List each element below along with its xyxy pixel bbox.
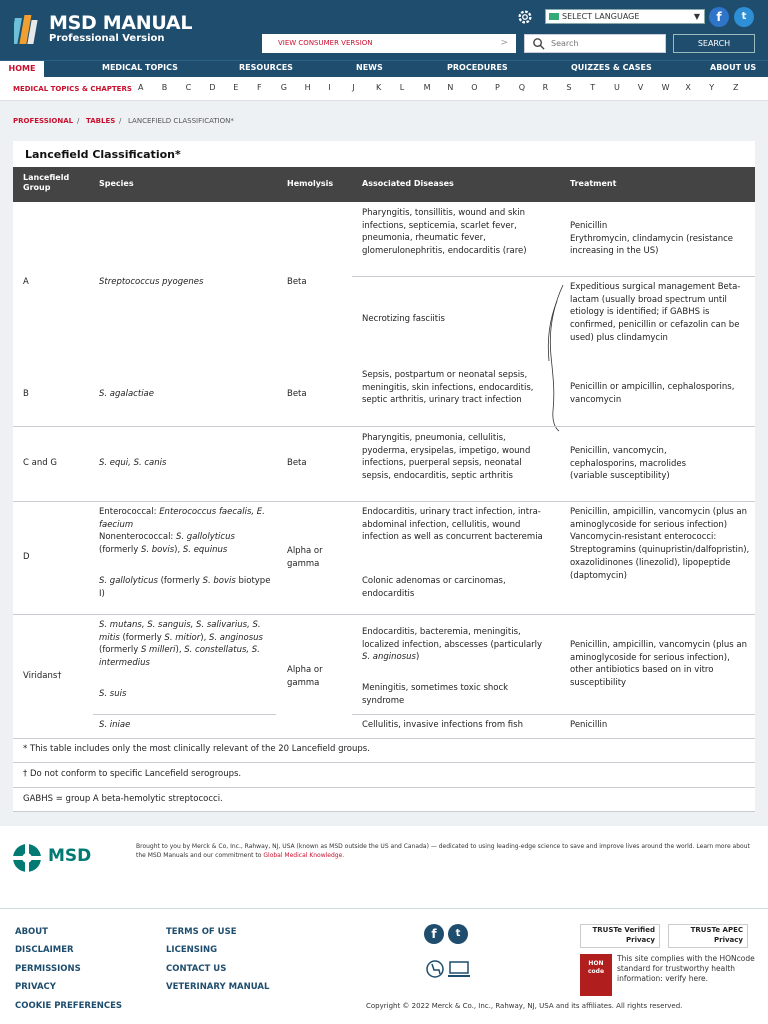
treatment-line: Erythromycin, clindamycin (resistance increasing in the US) (570, 233, 733, 257)
hemolysis-cell: Beta (287, 458, 307, 468)
group-cell: C and G (23, 458, 57, 468)
alpha-letter-s[interactable]: S (566, 83, 572, 92)
breadcrumb-tables[interactable]: TABLES (86, 117, 116, 125)
species-cell: S. gallolyticus (formerly S. bovis biotype I) (99, 576, 271, 599)
footer-divider (0, 908, 768, 909)
species-cell (99, 688, 126, 701)
group-cell: Viridans† (23, 671, 62, 681)
search-input[interactable] (524, 34, 666, 53)
alpha-letter-x[interactable]: X (685, 83, 691, 92)
row-divider (352, 276, 755, 277)
footer-link-veterinary[interactable]: VETERINARY MANUAL (166, 982, 270, 992)
species-cell: Enterococcal: Enterococcus faecalis, E. faecium Nonenterococcal: S. gallolyticus (formerly S. bovis), S. equinus (99, 507, 265, 556)
nav-about-us[interactable]: ABOUT US (710, 63, 757, 72)
alpha-letter-t[interactable]: T (590, 83, 596, 92)
row-divider (13, 811, 755, 812)
main-nav (0, 60, 768, 77)
species-cell (99, 276, 203, 289)
nav-resources[interactable]: RESOURCES (239, 63, 293, 72)
alpha-letter-w[interactable]: W (661, 83, 670, 92)
truste-apec-badge[interactable] (668, 924, 748, 948)
facebook-icon[interactable]: f (709, 7, 729, 27)
alpha-letter-g[interactable]: G (280, 83, 287, 92)
table-header (13, 167, 755, 202)
alpha-letter-i[interactable]: I (328, 83, 331, 92)
alpha-letter-n[interactable]: N (447, 83, 454, 92)
treatment-cell: Penicillin, ampicillin, vancomycin (plus an aminoglycoside for serious infection), other antibiotics based on in vitro susceptibility (570, 640, 747, 689)
language-select[interactable] (545, 9, 705, 24)
msd-manual-logo-icon[interactable] (14, 12, 42, 46)
hon-code-badge[interactable]: HON code (580, 954, 612, 996)
breadcrumb-current: LANCEFIELD CLASSIFICATION* (128, 117, 234, 125)
treatment-cell: Expeditious surgical management Beta-lactam (usually broad spectrum until etiology is identified; if GABHS is confirmed, penicillin or cefazolin can be used) plus clindamycin (570, 282, 741, 343)
search-icon (532, 37, 545, 50)
truste-badge-label: TRUSTe Verified Privacy (592, 926, 655, 944)
table-card (13, 141, 755, 812)
footer-link-cookie-preferences[interactable]: COOKIE PREFERENCES (15, 1001, 123, 1011)
col-header-group: Lancefield Group (23, 173, 70, 192)
hemolysis-cell: Alpha or gamma (287, 546, 323, 569)
treatment-cell (570, 506, 750, 582)
table-footnote: * This table includes only the most clinically relevant of the 20 Lancefield groups. (23, 744, 370, 754)
diseases-cell: Colonic adenomas or carcinomas, endocarditis (362, 576, 506, 599)
alpha-letter-j[interactable]: J (352, 83, 355, 92)
site-subtitle: Professional Version (49, 33, 165, 44)
treatment-cell: Penicillin, vancomycin, cephalosporins, macrolides (variable susceptibility) (570, 446, 687, 482)
hon-code-text: This site complies with the HONcode standard for trustworthy health information: verify here. (617, 954, 755, 983)
footer-link-about[interactable]: ABOUT (15, 927, 48, 937)
truste-verified-badge[interactable] (580, 924, 660, 948)
brought-to-you-text (136, 842, 756, 860)
treatment-cell: Penicillin or ampicillin, cephalosporins, vancomycin (570, 382, 735, 405)
row-divider (352, 714, 755, 715)
twitter-icon[interactable]: t (734, 7, 754, 27)
row-divider (93, 714, 276, 715)
alpha-letter-l[interactable]: L (399, 83, 405, 92)
language-select-label: SELECT LANGUAGE (562, 12, 640, 21)
alpha-letter-h[interactable]: H (304, 83, 311, 92)
diseases-cell: Necrotizing fasciitis (362, 314, 445, 324)
nav-procedures[interactable]: PROCEDURES (447, 63, 508, 72)
nav-news[interactable]: NEWS (356, 63, 383, 72)
row-divider (13, 787, 755, 788)
table-footnote: GABHS = group A beta-hemolytic streptococci. (23, 794, 223, 804)
msd-brand: MSD (48, 846, 92, 866)
alpha-letter-f[interactable]: F (257, 83, 262, 92)
accessibility-icon[interactable] (424, 960, 472, 978)
global-medical-knowledge-link[interactable]: Global Medical Knowledge. (263, 852, 345, 859)
row-divider (13, 426, 755, 427)
alpha-letter-q[interactable]: Q (518, 83, 526, 92)
species-name: S. iniae (99, 720, 131, 730)
footer-link-permissions[interactable]: PERMISSIONS (15, 964, 81, 974)
alpha-letter-k[interactable]: K (376, 83, 382, 92)
alpha-letter-u[interactable]: U (614, 83, 620, 92)
species-name: S. equi, S. canis (99, 458, 167, 468)
google-translate-icon (549, 13, 559, 20)
species-name: Streptococcus pyogenes (99, 277, 204, 287)
alpha-letter-y[interactable]: Y (709, 83, 715, 92)
footer-link-licensing[interactable]: LICENSING (166, 945, 218, 955)
footer-link-disclaimer[interactable]: DISCLAIMER (15, 945, 74, 955)
alphabet-nav (0, 77, 768, 101)
diseases-cell: Meningitis, sometimes toxic shock syndrome (362, 683, 509, 706)
diseases-cell: Pharyngitis, tonsillitis, wound and skin infections, septicemia, scarlet fever, pneumonia, rheumatic fever, glomerulonephritis, endocarditis (rare) (362, 208, 527, 257)
treatment-cell (570, 220, 750, 258)
species-cell (99, 719, 130, 732)
col-header-species: Species (99, 179, 134, 188)
chevron-right-icon: > (500, 38, 508, 48)
group-cell: A (23, 277, 29, 287)
row-divider (13, 762, 755, 763)
row-divider (13, 614, 755, 615)
truste-badge-label: TRUSTe APEC Privacy (690, 926, 743, 944)
hemolysis-cell: Alpha or gamma (287, 665, 323, 688)
group-cell: B (23, 389, 29, 399)
col-header-hemolysis: Hemolysis (287, 179, 334, 188)
footer-link-terms[interactable]: TERMS OF USE (166, 927, 237, 937)
treatment-cell: Penicillin (570, 720, 608, 730)
nav-home[interactable]: HOME (0, 61, 44, 78)
breadcrumb-professional[interactable]: PROFESSIONAL (13, 117, 74, 125)
table-footnote: † Do not conform to specific Lancefield serogroups. (23, 769, 242, 779)
group-cell: D (23, 552, 30, 562)
gear-icon[interactable] (516, 8, 534, 26)
diseases-cell: Endocarditis, urinary tract infection, intra-abdominal infection, cellulitis, wound infection as well as concurrent bacteremia (362, 507, 543, 543)
species-cell: S. mutans, S. sanguis, S. salivarius, S. mitis (formerly S. mitior), S. anginosus (formerly S milleri), S. constellatus, S. intermedius (99, 620, 263, 669)
nav-medical-topics[interactable]: MEDICAL TOPICS (102, 63, 178, 72)
nav-quizzes-cases[interactable]: QUIZZES & CASES (571, 63, 652, 72)
hemolysis-cell: Beta (287, 277, 307, 287)
alphabet-nav-label[interactable]: MEDICAL TOPICS & CHAPTERS (13, 85, 132, 93)
row-divider (13, 738, 755, 739)
alpha-letter-d[interactable]: D (209, 83, 216, 92)
col-header-diseases: Associated Diseases (362, 179, 454, 188)
chevron-down-icon: ▼ (693, 12, 700, 21)
facebook-icon[interactable]: f (424, 924, 444, 944)
consumer-version-link[interactable] (262, 34, 516, 53)
handwritten-annotation (529, 281, 569, 433)
alpha-letter-m[interactable]: M (423, 83, 431, 92)
alpha-letter-c[interactable]: C (185, 83, 192, 92)
row-divider (13, 501, 755, 502)
alpha-letter-o[interactable]: O (471, 83, 478, 92)
hemolysis-cell: Beta (287, 389, 307, 399)
col-header-treatment: Treatment (570, 179, 617, 188)
species-name: S. suis (99, 689, 127, 699)
treatment-line: Vancomycin-resistant enterococci: Streptogramins (quinupristin/dalfopristin), oxazolidinones (linezolid), lipopeptide (daptomycin) (570, 532, 750, 581)
alpha-letter-e[interactable]: E (233, 83, 239, 92)
breadcrumb-separator: / (77, 117, 80, 125)
alpha-letter-v[interactable]: V (637, 83, 644, 92)
table-title: Lancefield Classification* (25, 148, 181, 161)
site-title[interactable]: MSD MANUAL (49, 12, 193, 34)
footer-link-privacy[interactable]: PRIVACY (15, 982, 56, 992)
species-cell (99, 457, 166, 470)
footer-link-contact[interactable]: CONTACT US (166, 964, 227, 974)
breadcrumb-separator: / (119, 117, 122, 125)
treatment-line: Penicillin (570, 221, 608, 231)
consumer-version-label: VIEW CONSUMER VERSION (278, 39, 373, 47)
msd-logo-icon[interactable] (12, 843, 42, 873)
brought-text: Brought to you by Merck & Co, Inc., Rahway, NJ, USA (known as MSD outside the US and Canada) — dedicated to using leading-edge science to save and improve lives around the world. Learn more about the MSD Manuals and our commitment to (136, 843, 750, 859)
alpha-letter-a[interactable]: A (138, 83, 144, 92)
diseases-cell: Endocarditis, bacteremia, meningitis, localized infection, abscesses (particularly S. anginosus) (362, 627, 543, 663)
alpha-letter-z[interactable]: Z (733, 83, 739, 92)
site-header (0, 0, 768, 60)
diseases-cell: Pharyngitis, pneumonia, cellulitis, pyoderma, erysipelas, impetigo, wound infections, puerperal sepsis, neonatal sepsis, endocarditis, septic arthritis (362, 433, 531, 482)
search-button[interactable]: SEARCH (673, 34, 755, 53)
alpha-letter-r[interactable]: R (542, 83, 549, 92)
alpha-letter-b[interactable]: B (161, 83, 168, 92)
treatment-line: Penicillin, ampicillin, vancomycin (plus an aminoglycoside for serious infection) (570, 507, 747, 530)
species-name: S. agalactiae (99, 389, 154, 399)
species-cell (99, 388, 154, 401)
diseases-cell: Cellulitis, invasive infections from fish (362, 720, 523, 730)
copyright-text: Copyright © 2022 Merck & Co., Inc., Rahway, NJ, USA and its affiliates. All rights reserved. (366, 1002, 683, 1010)
diseases-cell: Sepsis, postpartum or neonatal sepsis, meningitis, skin infections, endocarditis, septic arthritis, urinary tract infection (362, 370, 534, 406)
alpha-letter-p[interactable]: P (495, 83, 500, 92)
twitter-icon[interactable]: t (448, 924, 468, 944)
